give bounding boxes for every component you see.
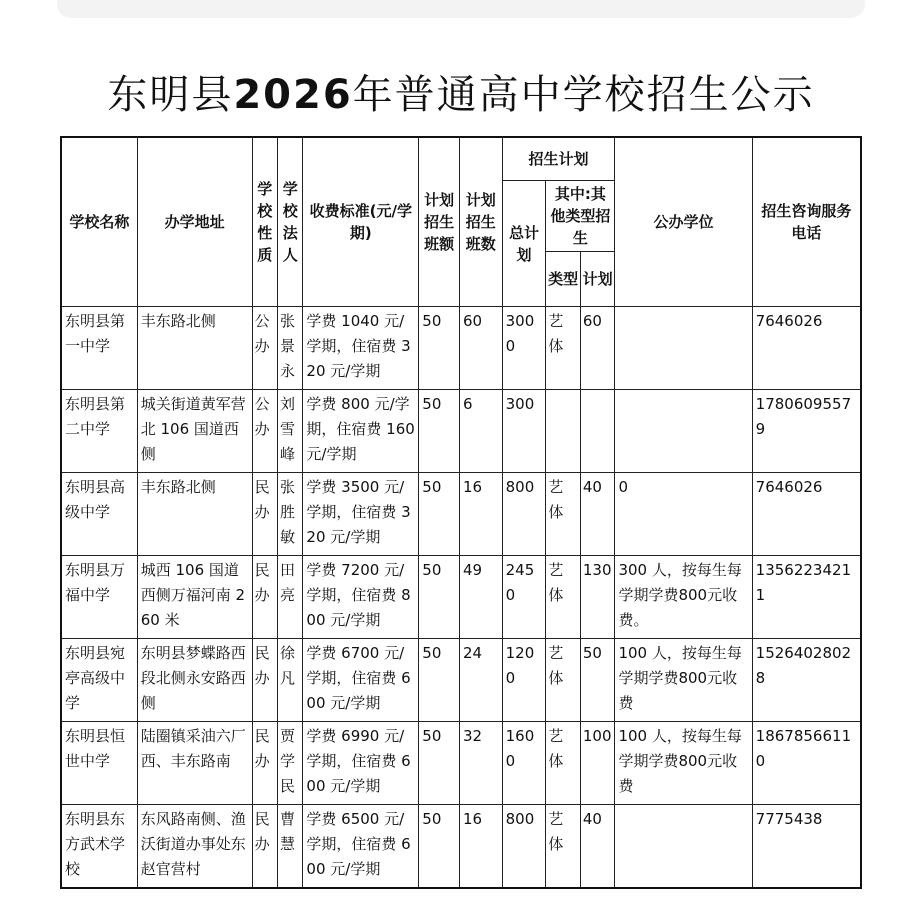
cell-fee-standard: 学费 6990 元/学期，住宿费 600 元/学期 bbox=[303, 722, 419, 805]
cell-plan-class-count: 60 bbox=[459, 307, 502, 390]
cell-public-seats bbox=[615, 390, 752, 473]
cell-legal-person: 贾学民 bbox=[278, 722, 303, 805]
cell-plan-class-size: 50 bbox=[419, 722, 460, 805]
cell-plan: 50 bbox=[580, 639, 615, 722]
cell-consult-phone: 17806095579 bbox=[752, 390, 861, 473]
cell-address: 丰东路北侧 bbox=[137, 473, 252, 556]
header-special-enrollment: 其中:其他类型招生 bbox=[546, 181, 615, 252]
cell-legal-person: 徐凡 bbox=[278, 639, 303, 722]
cell-school-name: 东明县宛亭高级中学 bbox=[61, 639, 137, 722]
cell-legal-person: 曹慧 bbox=[278, 805, 303, 889]
cell-type: 艺体 bbox=[546, 805, 581, 889]
cell-plan-class-size: 50 bbox=[419, 556, 460, 639]
cell-school-nature: 公办 bbox=[252, 390, 277, 473]
cell-type bbox=[546, 390, 581, 473]
cell-type: 艺体 bbox=[546, 556, 581, 639]
header-plan-class-size: 计划招生班额 bbox=[419, 137, 460, 307]
cell-address: 陆圈镇采油六厂西、丰东路南 bbox=[137, 722, 252, 805]
cell-type: 艺体 bbox=[546, 722, 581, 805]
cell-legal-person: 刘雪峰 bbox=[278, 390, 303, 473]
header-school-nature: 学校性质 bbox=[252, 137, 277, 307]
cell-school-nature: 民办 bbox=[252, 473, 277, 556]
top-bar bbox=[57, 0, 865, 18]
cell-plan-class-count: 16 bbox=[459, 473, 502, 556]
cell-type: 艺体 bbox=[546, 473, 581, 556]
cell-total-plan: 800 bbox=[502, 473, 546, 556]
cell-legal-person: 田亮 bbox=[278, 556, 303, 639]
cell-plan-class-count: 6 bbox=[459, 390, 502, 473]
cell-total-plan: 1600 bbox=[502, 722, 546, 805]
cell-plan-class-size: 50 bbox=[419, 307, 460, 390]
cell-plan-class-size: 50 bbox=[419, 473, 460, 556]
header-total-plan: 总计划 bbox=[502, 181, 546, 307]
header-address: 办学地址 bbox=[137, 137, 252, 307]
table-row bbox=[61, 556, 861, 639]
cell-plan-class-size: 50 bbox=[419, 805, 460, 889]
cell-total-plan: 3000 bbox=[502, 307, 546, 390]
cell-school-name: 东明县高级中学 bbox=[61, 473, 137, 556]
cell-school-name: 东明县东方武术学校 bbox=[61, 805, 137, 889]
header-plan: 计划 bbox=[580, 252, 615, 307]
cell-public-seats: 100 人，按每生每学期学费800元收费 bbox=[615, 639, 752, 722]
cell-plan-class-count: 49 bbox=[459, 556, 502, 639]
cell-school-name: 东明县第二中学 bbox=[61, 390, 137, 473]
cell-address: 东风路南侧、渔沃街道办事处东赵官营村 bbox=[137, 805, 252, 889]
cell-plan-class-size: 50 bbox=[419, 639, 460, 722]
cell-consult-phone: 7646026 bbox=[752, 307, 861, 390]
header-legal-person: 学校法人 bbox=[278, 137, 303, 307]
cell-fee-standard: 学费 800 元/学期，住宿费 160 元/学期 bbox=[303, 390, 419, 473]
cell-plan bbox=[580, 390, 615, 473]
cell-school-name: 东明县万福中学 bbox=[61, 556, 137, 639]
cell-school-nature: 公办 bbox=[252, 307, 277, 390]
table-row bbox=[61, 473, 861, 556]
cell-school-name: 东明县恒世中学 bbox=[61, 722, 137, 805]
cell-total-plan: 800 bbox=[502, 805, 546, 889]
cell-fee-standard: 学费 6500 元/学期，住宿费 600 元/学期 bbox=[303, 805, 419, 889]
cell-school-nature: 民办 bbox=[252, 556, 277, 639]
cell-school-nature: 民办 bbox=[252, 639, 277, 722]
table-row bbox=[61, 722, 861, 805]
cell-plan: 100 bbox=[580, 722, 615, 805]
cell-plan-class-count: 24 bbox=[459, 639, 502, 722]
header-fee-standard: 收费标准(元/学期) bbox=[303, 137, 419, 307]
cell-school-nature: 民办 bbox=[252, 805, 277, 889]
cell-legal-person: 张景永 bbox=[278, 307, 303, 390]
cell-public-seats: 0 bbox=[615, 473, 752, 556]
cell-total-plan: 1200 bbox=[502, 639, 546, 722]
table-row bbox=[61, 390, 861, 473]
header-enrollment-plan: 招生计划 bbox=[502, 137, 615, 181]
table-row bbox=[61, 639, 861, 722]
cell-fee-standard: 学费 6700 元/学期，住宿费 600 元/学期 bbox=[303, 639, 419, 722]
cell-address: 丰东路北侧 bbox=[137, 307, 252, 390]
cell-fee-standard: 学费 1040 元/学期，住宿费 320 元/学期 bbox=[303, 307, 419, 390]
cell-school-nature: 民办 bbox=[252, 722, 277, 805]
cell-total-plan: 300 bbox=[502, 390, 546, 473]
cell-address: 城关街道黄军营北 106 国道西侧 bbox=[137, 390, 252, 473]
cell-plan-class-count: 16 bbox=[459, 805, 502, 889]
cell-address: 东明县梦蝶路西段北侧永安路西侧 bbox=[137, 639, 252, 722]
table-row bbox=[61, 805, 861, 889]
cell-public-seats bbox=[615, 805, 752, 889]
header-consult-phone: 招生咨询服务电话 bbox=[752, 137, 861, 307]
cell-consult-phone: 15264028028 bbox=[752, 639, 861, 722]
cell-consult-phone: 18678566110 bbox=[752, 722, 861, 805]
cell-plan: 60 bbox=[580, 307, 615, 390]
cell-total-plan: 2450 bbox=[502, 556, 546, 639]
cell-plan-class-count: 32 bbox=[459, 722, 502, 805]
cell-plan: 130 bbox=[580, 556, 615, 639]
enrollment-table bbox=[60, 136, 862, 889]
cell-plan-class-size: 50 bbox=[419, 390, 460, 473]
cell-consult-phone: 7646026 bbox=[752, 473, 861, 556]
cell-public-seats bbox=[615, 307, 752, 390]
cell-school-name: 东明县第一中学 bbox=[61, 307, 137, 390]
cell-public-seats: 100 人，按每生每学期学费800元收费 bbox=[615, 722, 752, 805]
header-type: 类型 bbox=[546, 252, 581, 307]
header-public-seats: 公办学位 bbox=[615, 137, 752, 307]
cell-address: 城西 106 国道西侧万福河南 260 米 bbox=[137, 556, 252, 639]
header-school-name: 学校名称 bbox=[61, 137, 137, 307]
cell-fee-standard: 学费 7200 元/学期，住宿费 800 元/学期 bbox=[303, 556, 419, 639]
table-row bbox=[61, 307, 861, 390]
page-title: 东明县2026年普通高中学校招生公示 bbox=[107, 71, 815, 118]
cell-legal-person: 张胜敏 bbox=[278, 473, 303, 556]
cell-consult-phone: 13562234211 bbox=[752, 556, 861, 639]
cell-type: 艺体 bbox=[546, 307, 581, 390]
cell-type: 艺体 bbox=[546, 639, 581, 722]
cell-fee-standard: 学费 3500 元/学期，住宿费 320 元/学期 bbox=[303, 473, 419, 556]
cell-plan: 40 bbox=[580, 473, 615, 556]
cell-plan: 40 bbox=[580, 805, 615, 889]
cell-public-seats: 300 人，按每生每学期学费800元收费。 bbox=[615, 556, 752, 639]
header-plan-class-count: 计划招生班数 bbox=[459, 137, 502, 307]
cell-consult-phone: 7775438 bbox=[752, 805, 861, 889]
